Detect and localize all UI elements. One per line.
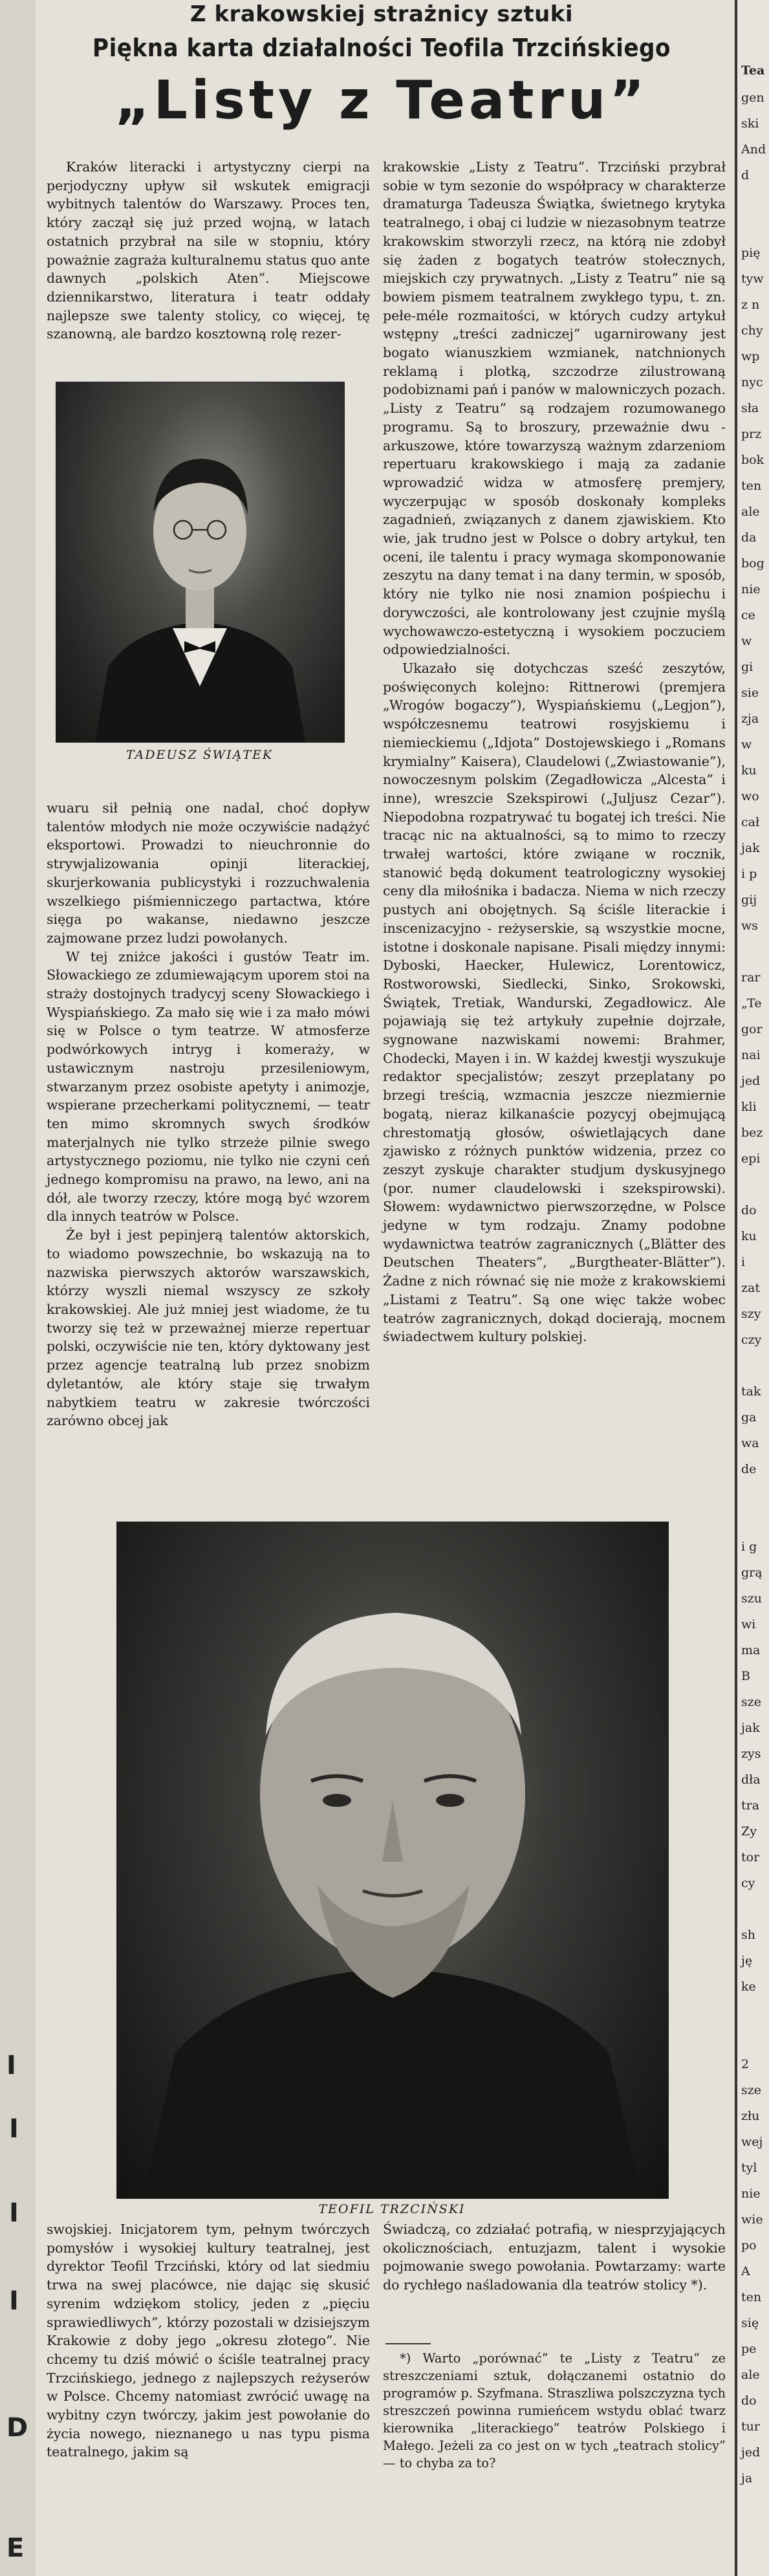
adjacent-text-fragment: And bbox=[741, 142, 766, 157]
adjacent-text-fragment: B bbox=[741, 1669, 750, 1683]
adjacent-text-fragment: sze bbox=[741, 1695, 762, 1709]
adjacent-text-fragment: Zy bbox=[741, 1824, 757, 1839]
adjacent-text-fragment: wi bbox=[741, 1617, 756, 1632]
adjacent-text-fragment: nie bbox=[741, 2187, 761, 2201]
adjacent-text-fragment: ten bbox=[741, 479, 762, 493]
portrait-trzcinski-illustration bbox=[117, 1522, 668, 2198]
adjacent-text-fragment: z n bbox=[741, 298, 760, 312]
adjacent-text-fragment: wej bbox=[741, 2135, 763, 2149]
adjacent-text-fragment: tyw bbox=[741, 272, 764, 286]
gutter-glyph: D bbox=[6, 2413, 28, 2443]
adjacent-text-fragment: ski bbox=[741, 116, 759, 131]
adjacent-text-fragment: wa bbox=[741, 1436, 759, 1450]
adjacent-text-fragment: dła bbox=[741, 1773, 761, 1787]
footnote bbox=[383, 2350, 726, 2472]
right-column-body bbox=[383, 158, 726, 1346]
binding-gutter bbox=[0, 0, 36, 2576]
adjacent-text-fragment: bog bbox=[741, 556, 764, 571]
adjacent-text-fragment: da bbox=[741, 530, 757, 545]
gutter-glyph: I bbox=[9, 2286, 19, 2316]
adjacent-text-fragment: grą bbox=[741, 1566, 763, 1580]
adjacent-text-fragment: pe bbox=[741, 2342, 757, 2356]
article-subtitle: Piękna karta działalności Teofila Trzcińskiego bbox=[92, 34, 671, 62]
adjacent-text-fragment: ke bbox=[741, 1980, 756, 1994]
adjacent-text-fragment: Tea bbox=[741, 63, 765, 78]
gutter-glyph: I bbox=[9, 2198, 19, 2228]
gutter-glyph: E bbox=[6, 2533, 25, 2563]
photo-caption-trzcinski: TEOFIL TRZCIŃSKI bbox=[318, 2202, 466, 2216]
left-column-intro bbox=[47, 158, 370, 344]
adjacent-text-fragment: i bbox=[741, 1255, 746, 1269]
adjacent-text-fragment: gij bbox=[741, 893, 757, 907]
adjacent-text-fragment: bez bbox=[741, 1126, 763, 1140]
adjacent-text-fragment: do bbox=[741, 2394, 757, 2408]
adjacent-text-fragment: zja bbox=[741, 712, 759, 726]
paragraph: Kraków literacki i artystyczny cierpi na perjodyczny upływ sił wskutek emigracji wybitnych talentów do Warszawy. Proces ten, który zaczął się już przed wojną, w latach ostatnich przybrał na sile w stopniu, który poważnie zagraża kulturalnemu status quo ante dawnych „polskich Aten”. Miejscowe dziennikarstwo, literatura i teatr oddały najlepsze swe talenty stolicy, co więcej, tę szanowną, ale bardzo kosztowną rolę rezer- bbox=[47, 159, 370, 342]
adjacent-text-fragment: de bbox=[741, 1462, 757, 1476]
gutter-glyph: I bbox=[9, 2114, 19, 2144]
adjacent-text-fragment: pię bbox=[741, 246, 761, 260]
adjacent-text-fragment: jed bbox=[741, 2445, 761, 2460]
adjacent-text-fragment: się bbox=[741, 2316, 759, 2330]
portrait-swiatek-illustration bbox=[56, 382, 344, 742]
adjacent-text-fragment: 2 bbox=[741, 2057, 750, 2071]
paragraph: wuaru sił pełnią one nadal, choć dopływ talentów młodych nie może oczywiście nadążyć eksportowi. Prowadzi to nieuchronnie do strywjalizowania opinji literackiej, skurjerkowania publicystyki i rozzuchwalenia wszelkiego piśmienniczego partactwa, które sięga po wakanse, niedawno jeszcze zajmowane przez ludzi powołanych. bbox=[47, 800, 370, 946]
adjacent-text-fragment: prz bbox=[741, 427, 762, 441]
adjacent-text-fragment: wo bbox=[741, 789, 759, 803]
paragraph: Że był i jest pepinjerą talentów aktorskich, to wiadomo powszechnie, bo wskazują na to nazwiska pierwszych aktorów warszawskich, którzy wyszli niemal wszyscy ze szkoły krakowskiej. Ale już mniej jest wiadome, że tu tworzy się też w przeważnej mierze repertuar polski, oczywiście nie ten, który dyktowany jest przez agencje teatralną lub przez snobizm dyletantów, ale który staje się trwałym nabytkiem teatru w zakresie twórczości zarówno obcej jak bbox=[47, 1227, 370, 1429]
adjacent-text-fragment: do bbox=[741, 1203, 757, 1217]
adjacent-text-fragment: cał bbox=[741, 815, 760, 829]
adjacent-text-fragment: gor bbox=[741, 1022, 763, 1036]
adjacent-text-fragment: i p bbox=[741, 867, 757, 881]
right-column-conclusion bbox=[383, 2220, 726, 2295]
paragraph: swojskiej. Inicjatorem tym, pełnym twórczych pomysłów i wysokiej kultury teatralnej, jest dyrektor Teofil Trzciński, który od lat siedmiu trwa na swej placówce, nie dając się skusić syrenim wdziękom stolicy, jeden z „pięciu sprawiedliwych”, którzy pozostali w dzisiejszym Krakowie z doby jego „okresu złotego”. Nie chcemy tu dziś mówić o ściśle teatralnej pracy Trzcińskiego, jednego z najlepszych reżyserów w Polsce. Chcemy natomiast zwrócić uwagę na wybitny czyn twórczy, jakim jest powołanie do życia nowego, nieznanego u nas typu pisma teatralnego, jakim są bbox=[47, 2221, 370, 2460]
adjacent-text-fragment: tra bbox=[741, 1798, 760, 1813]
adjacent-text-fragment: epi bbox=[741, 1152, 761, 1166]
adjacent-text-fragment: złu bbox=[741, 2109, 760, 2123]
paragraph: Świadczą, co zdziałać potrafią, w niesprzyjających okolicznościach, entuzjazm, talent i wysokie pojmowanie swego powołania. Powtarzamy: warte do rychłego naśladowania dla teatrów stolicy *). bbox=[383, 2221, 726, 2293]
paragraph: Ukazało się dotychczas sześć zeszytów, poświęconych kolejno: Rittnerowi (premjera „Wrogów bogaczy”), Wyspiańskiemu („Legjon”), współczesnemu teatrowi rosyjskiemu i niemieckiemu („Idjota” Dostojewskiego i „Romans krymialny” Kaisera), Claudelowi („Zwiastowanie”), nowoczesnym polskim (Zegadłowicza „Alcesta” i inne), wreszcie Szekspirowi („Juljusz Cezar”). Niepodobna rozpatrywać tu bogatej ich treści. Nie tracąc nic na aktualności, są to mimo to rzeczy trwałej wartości, które zwiąane w rocznik, stanowić będą dokument teatrologiczny wysokiej ceny dla miłośnika i badacza. Niema w nich rzeczy pustych ani obojętnych. Są ściśle literackie i inscenizacyjno - reżyserskie, są wszystkie mocne, istotne i doskonale napisane. Pisali między innymi: Dyboski, Haecker, Hulewicz, Lorentowicz, Rostworowski, Siedlecki, Sinko, Srokowski, Świątek, Tretiak, Wandurski, Zegadłowicz. Ale pojawiają się też artykuły zupełnie dojrzałe, sygnowane nazwiskami nowemi: Brahmer, Chodecki, Mayen i in. W każdej kwestji wyszukuje redaktor specjalistów; zeszyt przeplatany po brzegi treścią, wzmacnia jeszcze niezmiernie bogatą, nieraz kilkanaście pozycyj obejmującą chrestomatją głosów, oświetlających dane zjawisko z różnych punktów widzenia, przez co zeszyt zyskuje charakter studjum dyskusyjnego (por. numer claudelowski i szekspirowski). Słowem: wydawnictwo pierwszorzędne, w Polsce jedyne w tym rodzaju. Znamy podobne wydawnictwa teatrów zagranicznych („Blätter des Deutschen Theaters”, „Burgtheater-Blätter”). Żadne z nich równać się nie może z krakowskiemi „Listami z Teatru”. Są one więc także wobec teatrów zagranicznych, dokąd docierają, mocnem świadectwem kultury polskiej. bbox=[383, 660, 726, 1345]
adjacent-text-fragment: zys bbox=[741, 1747, 761, 1761]
adjacent-text-fragment: wie bbox=[741, 2212, 763, 2227]
photo-caption-swiatek: TADEUSZ ŚWIĄTEK bbox=[125, 748, 274, 762]
adjacent-text-fragment: zat bbox=[741, 1281, 760, 1295]
adjacent-text-fragment: w bbox=[741, 634, 752, 648]
adjacent-text-fragment: ce bbox=[741, 608, 755, 622]
adjacent-text-fragment: tur bbox=[741, 2419, 760, 2434]
adjacent-text-fragment: rar bbox=[741, 970, 761, 985]
adjacent-text-fragment: tyl bbox=[741, 2161, 757, 2175]
adjacent-text-fragment: nie bbox=[741, 582, 761, 596]
adjacent-text-fragment: ma bbox=[741, 1643, 761, 1657]
adjacent-text-fragment: bok bbox=[741, 453, 764, 467]
adjacent-text-fragment: ku bbox=[741, 763, 757, 778]
adjacent-text-fragment: sie bbox=[741, 686, 759, 700]
adjacent-text-fragment: kli bbox=[741, 1100, 757, 1114]
adjacent-text-fragment: tak bbox=[741, 1384, 761, 1399]
adjacent-text-fragment: po bbox=[741, 2238, 757, 2253]
adjacent-text-fragment: „Te bbox=[741, 996, 762, 1010]
adjacent-text-fragment: w bbox=[741, 737, 752, 752]
adjacent-text-fragment: ten bbox=[741, 2290, 762, 2304]
adjacent-text-fragment: szu bbox=[741, 1591, 762, 1606]
portrait-photo-swiatek bbox=[56, 382, 345, 743]
adjacent-text-fragment: ję bbox=[741, 1954, 753, 1968]
adjacent-text-fragment: ja bbox=[741, 2471, 753, 2485]
adjacent-text-fragment: chy bbox=[741, 323, 763, 338]
adjacent-text-fragment: A bbox=[741, 2264, 750, 2278]
adjacent-text-fragment: sh bbox=[741, 1928, 755, 1942]
footnote-text: *) Warto „porównać” te „Listy z Teatru” ze streszczeniami sztuk, dołączanemi ostatnio do programów p. Szyfmana. Straszliwa polszczyzna tych streszczeń powinna rumieńcem wstydu oblać twarz kierownika „literackiego” teatrów Polskiego i Małego. Jeżeli za co jest on w tych „teatrach stolicy” — to chyba za to? bbox=[383, 2351, 726, 2471]
adjacent-text-fragment: sła bbox=[741, 401, 759, 415]
paragraph: W tej zniżce jakości i gustów Teatr im. Słowackiego ze zdumiewającym uporem stoi na straży dostojnych tradycyj sceny Słowackiego i Wyspiańskiego. Za mało się wie i za mało mówi się w Polsce o tym teatrze. W atmosferze podwórkowych intryg i komerażу, w ustawicznym nastroju przesileniowym, stwarzanym przez osobiste apetyty i animozje, wspierane przecherkami politycznemi, — teatr ten mimo skromnych swych środków materjalnych nie tylko strzeże pilnie swego artystycznego poziomu, nie tylko nie czyni ceń jednego kompromisu na prawo, na lewo, ani na dół, ale tworzy rzeczy, które mogą być wzorem dla innych teatrów w Polsce. bbox=[47, 948, 370, 1225]
adjacent-text-fragment: wp bbox=[741, 349, 760, 364]
article-headline: „Listy z Teatru” bbox=[114, 70, 649, 131]
adjacent-text-fragment: ale bbox=[741, 2368, 760, 2382]
adjacent-text-fragment: szy bbox=[741, 1307, 761, 1321]
adjacent-text-fragment: d bbox=[741, 168, 750, 182]
adjacent-text-fragment: ga bbox=[741, 1410, 757, 1424]
adjacent-text-fragment: ku bbox=[741, 1229, 757, 1243]
adjacent-text-fragment: czy bbox=[741, 1333, 762, 1347]
article-kicker: Z krakowskiej strażnicy sztuki bbox=[190, 1, 574, 27]
adjacent-article-strip bbox=[737, 0, 769, 2576]
adjacent-text-fragment: nai bbox=[741, 1048, 761, 1062]
paragraph: krakowskie „Listy z Teatru”. Trzciński przybrał sobie w tym sezonie do współpracy w charakterze dramaturga Tadeusza Świątka, świetnego krytyka teatralnego, i obaj ci ludzie w niezasobnym teatrze krakowskim stworzyli rzecz, na którą nie zdobył się żaden z bogatych teatrów stołecznych, miejskich czy prywatnych. „Listy z Teatru” nie są bowiem pismem teatralnem zwykłego typu, t. zn. pełe-méle rozmaitości, w których cudzy artykuł wstępny „treści zadniczej” ugarnirowany jest bogato wianuszkiem wzmianek, natchnionych reklamą i plotką, szczodrze zilustrowaną podobiznami pań i panów w malowniczych pozach. „Listy z Teatru” są rodzajem rozumowanego programu. Są to broszury, przeważnie dwu - arkuszowe, które towarzyszą ważnym zdarzeniom repertuaru krakowskiego i mają za zadanie wprowadzić widza w atmosferę premjery, wyczerpując w sposób doskonały kompleks zagadnień, związanych z danem zjawiskiem. Kto wie, jak trudno jest w Polsce o dobry artykuł, ten oceni, ile talentu i pracy wymaga skomponowanie zeszytu na dany temat i na dany termin, w sposób, który nie tylko nie nosi znamion pośpiechu i dorywczości, ale kontrolowany jest czujnie myślą wychowawczo-estetyczną i wysokiem poczuciem odpowiedzialności. bbox=[383, 159, 726, 658]
adjacent-text-fragment: tor bbox=[741, 1850, 760, 1864]
adjacent-text-fragment: sze bbox=[741, 2083, 762, 2097]
adjacent-text-fragment: ws bbox=[741, 919, 759, 933]
adjacent-text-fragment: gen bbox=[741, 91, 764, 105]
footnote-rule bbox=[385, 2343, 431, 2344]
gutter-glyph: I bbox=[6, 2051, 16, 2080]
adjacent-text-fragment: gi bbox=[741, 660, 753, 674]
left-column-body bbox=[47, 799, 370, 1430]
adjacent-text-fragment: jak bbox=[741, 841, 760, 855]
adjacent-text-fragment: ale bbox=[741, 505, 760, 519]
left-column-conclusion bbox=[47, 2220, 370, 2461]
adjacent-text-fragment: nyc bbox=[741, 375, 763, 389]
adjacent-text-fragment: cy bbox=[741, 1876, 755, 1890]
adjacent-text-fragment: jak bbox=[741, 1721, 760, 1735]
portrait-photo-trzcinski bbox=[116, 1522, 669, 2199]
adjacent-text-fragment: jed bbox=[741, 1074, 761, 1088]
adjacent-text-fragment: i g bbox=[741, 1540, 757, 1554]
